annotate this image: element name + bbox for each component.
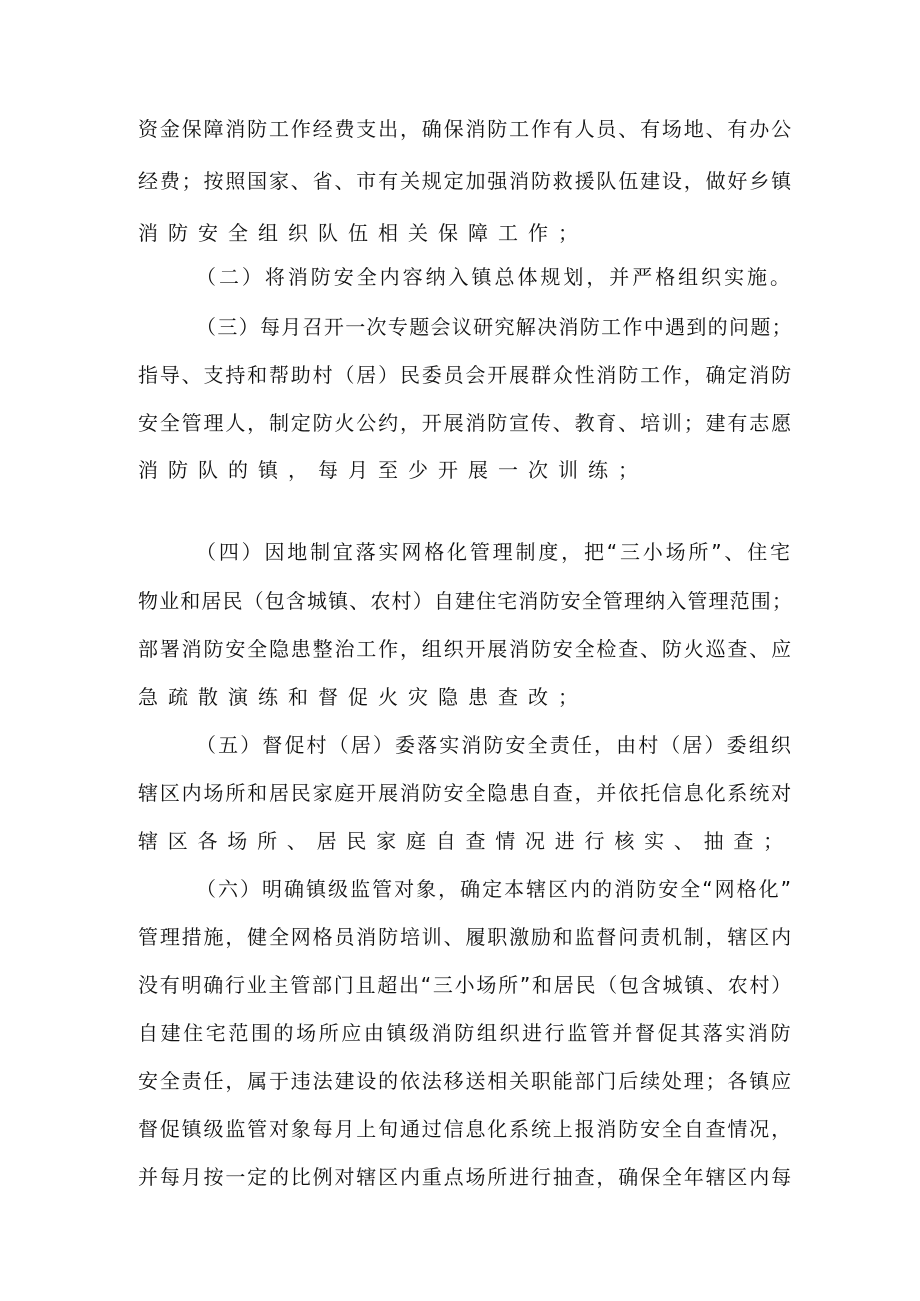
text-line: 没有明确行业主管部门且超出“三小场所”和居民（包含城镇、农村） — [138, 973, 793, 997]
text-line: 物业和居民（包含城镇、农村）自建住宅消防安全管理纳入管理范围； — [138, 589, 794, 613]
text-line: 消防安全组织队伍相关保障工作； — [138, 221, 588, 245]
text-line: 管理措施，健全网格员消防培训、履职激励和监督问责机制，辖区内 — [138, 925, 793, 949]
text-line: 辖区内场所和居民家庭开展消防安全隐患自查，并依托信息化系统对 — [138, 781, 793, 805]
text-line: 并每月按一定的比例对辖区内重点场所进行抽查，确保全年辖区内每 — [138, 1165, 793, 1189]
text-line: 资金保障消防工作经费支出，确保消防工作有人员、有场地、有办公 — [138, 117, 793, 141]
text-line: 自建住宅范围的场所应由镇级消防组织进行监管并督促其落实消防 — [138, 1021, 794, 1045]
text-line: （四）因地制宜落实网格化管理制度，把“三小场所”、住宅 — [196, 540, 793, 564]
text-line: 指导、支持和帮助村（居）民委员会开展群众性消防工作，确定消防 — [138, 363, 793, 387]
text-line: 消防队的镇，每月至少开展一次训练； — [138, 458, 648, 482]
text-line: 安全责任，属于违法建设的依法移送相关职能部门后续处理；各镇应 — [138, 1069, 793, 1093]
text-line: （三）每月召开一次专题会议研究解决消防工作中遇到的问题； — [196, 315, 793, 339]
text-line: （六）明确镇级监管对象，确定本辖区内的消防安全“网格化” — [196, 877, 794, 901]
text-line: 辖区各场所、居民家庭自查情况进行核实、抽查； — [138, 829, 793, 853]
text-line: （二）将消防安全内容纳入镇总体规划，并严格组织实施。 — [196, 265, 793, 289]
text-line: 部署消防安全隐患整治工作，组织开展消防安全检查、防火巡查、应 — [138, 637, 793, 661]
text-line: （五）督促村（居）委落实消防安全责任，由村（居）委组织 — [196, 733, 793, 757]
text-line: 经费；按照国家、省、市有关规定加强消防救援队伍建设，做好乡镇 — [138, 169, 793, 193]
text-line: 急疏散演练和督促火灾隐患查改； — [138, 685, 588, 709]
text-line: 督促镇级监管对象每月上旬通过信息化系统上报消防安全自查情况， — [138, 1117, 793, 1141]
text-line: 安全管理人，制定防火公约，开展消防宣传、教育、培训；建有志愿 — [138, 411, 793, 435]
